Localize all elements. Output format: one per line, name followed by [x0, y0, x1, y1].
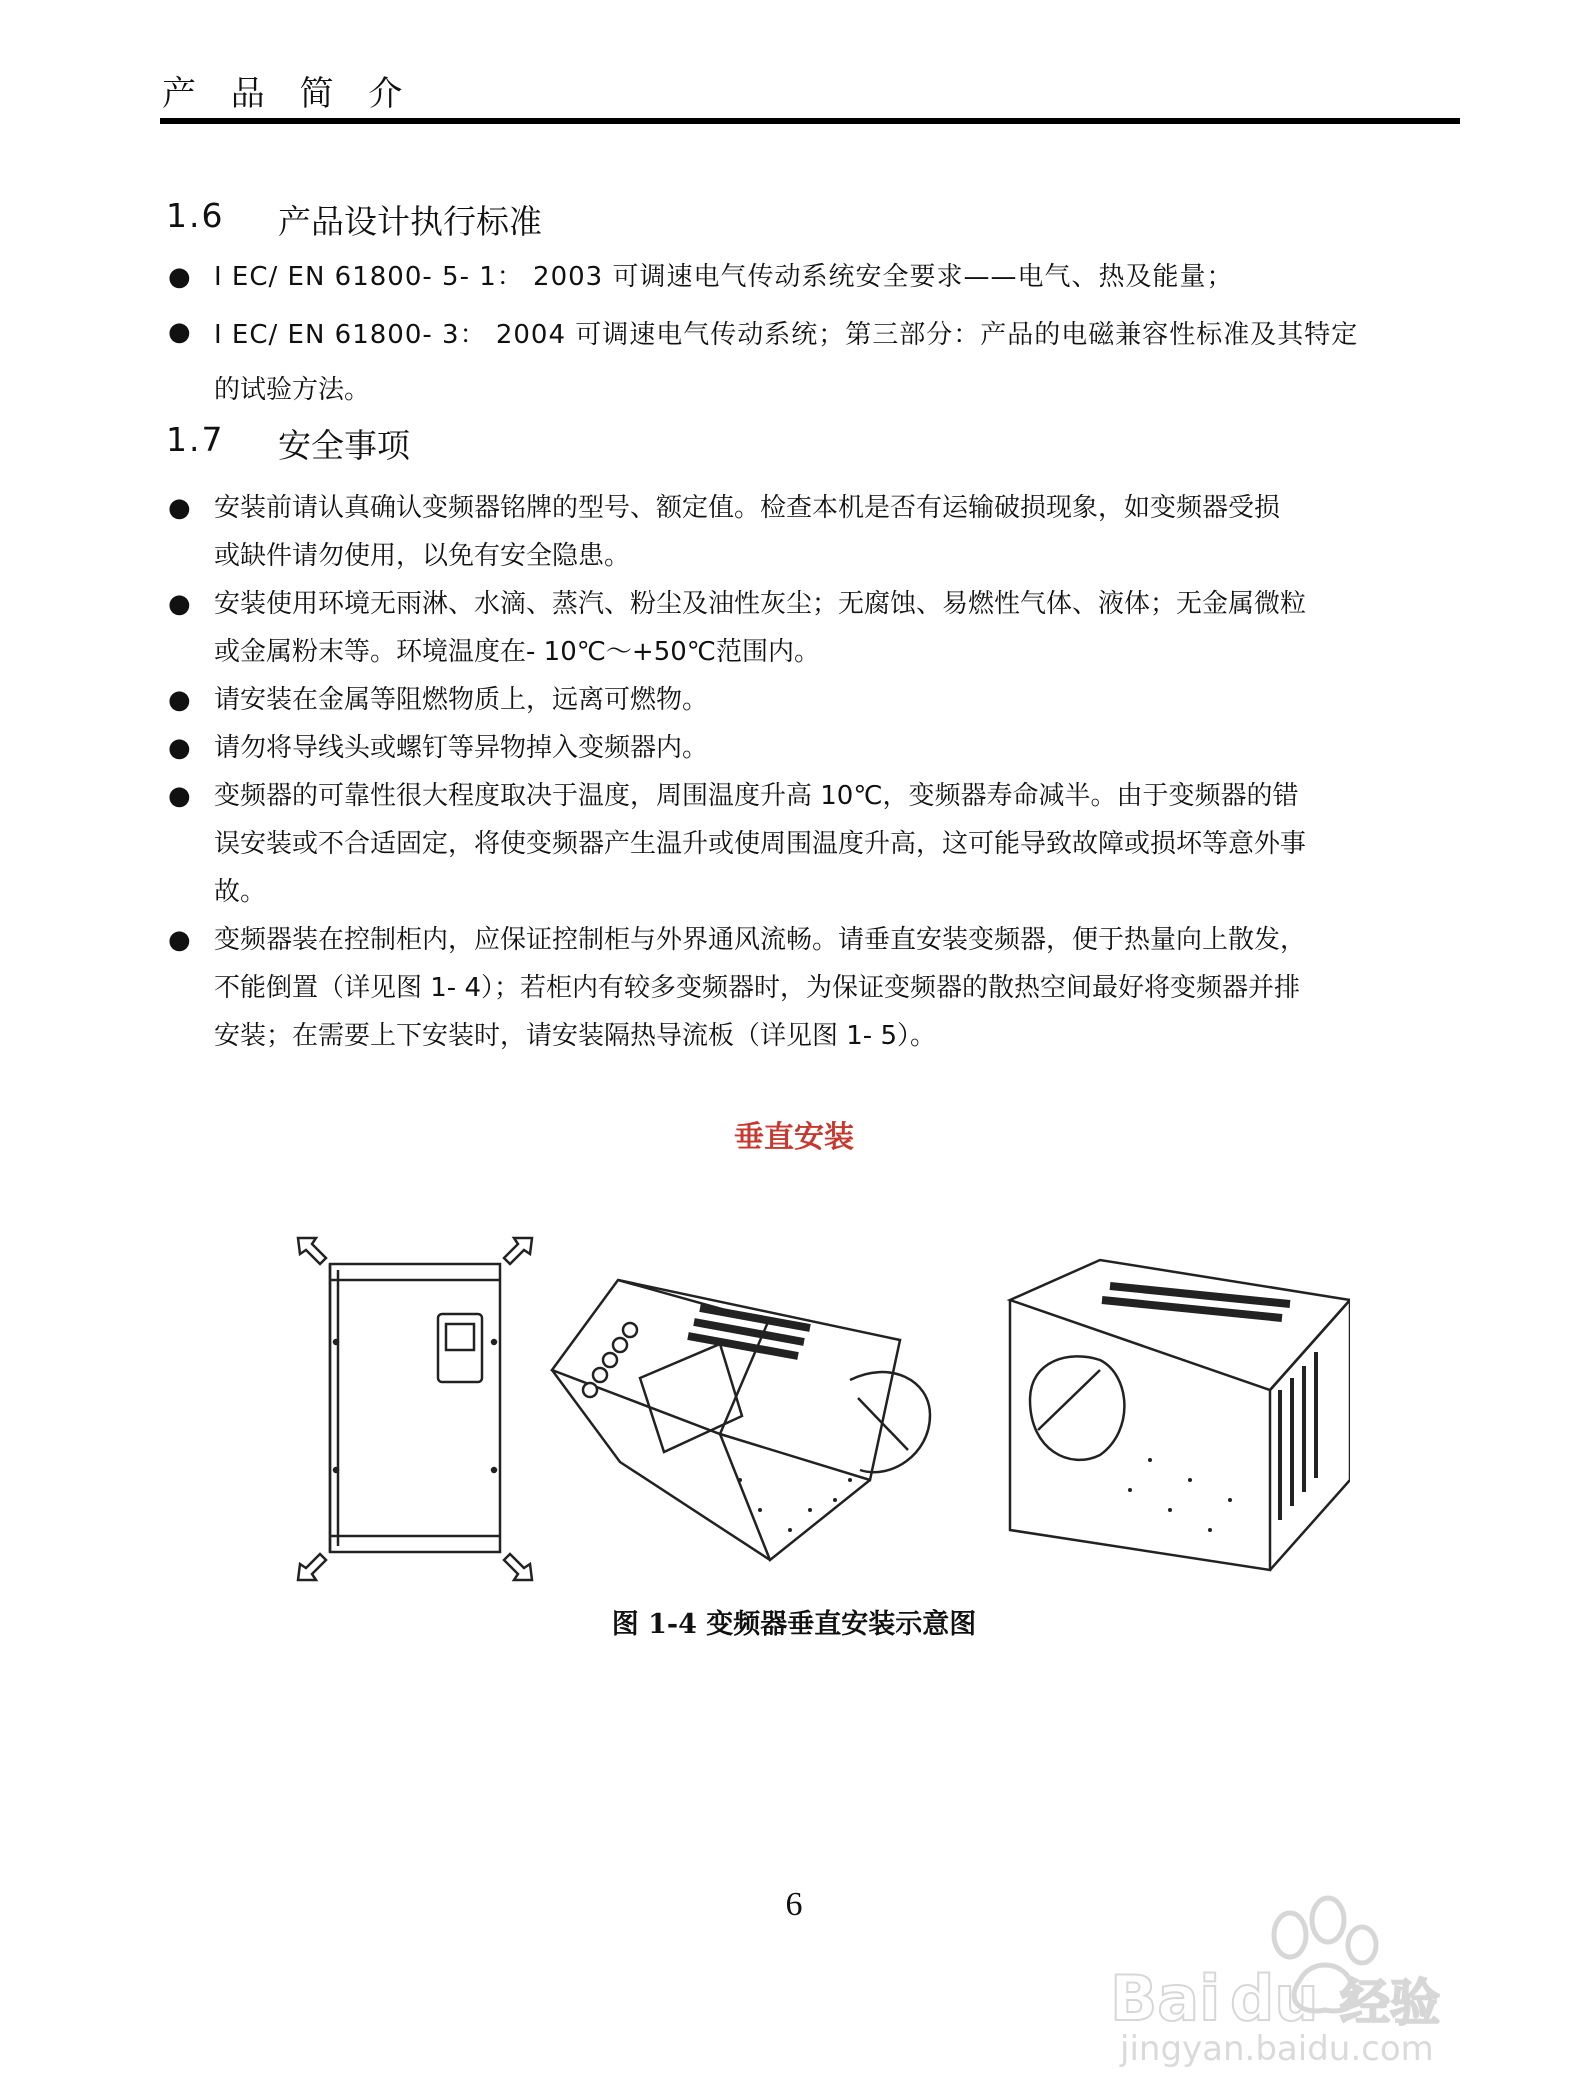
list-item-text: 故。 [214, 877, 267, 907]
list-item-text: 误安装或不合适固定，将使变频器产生温升或使周围温度升高，这可能导致故障或损坏等意外事 [214, 829, 1307, 859]
figure-inverter-vertical-installation [290, 1230, 1350, 1590]
baidu-watermark [1080, 1880, 1500, 2070]
section-number: 1.6 [166, 196, 225, 235]
safety-list [166, 484, 1466, 1060]
list-item-text: 或缺件请勿使用，以免有安全隐患。 [214, 541, 631, 571]
bullet-icon: ● [168, 733, 191, 763]
list-item [166, 724, 1466, 772]
inverter-perspective-view-right [1010, 1260, 1350, 1570]
list-item-text: 不能倒置（详见图 1- 4）；若柜内有较多变频器时，为保证变频器的散热空间最好将变频器并排 [214, 973, 1300, 1003]
bullet-icon: ● [168, 781, 191, 811]
standards-list [166, 253, 1466, 418]
list-item [166, 484, 1466, 580]
bullet-icon: ● [168, 262, 191, 292]
svg-text:jingyan.baidu.com: jingyan.baidu.com [1120, 2029, 1434, 2069]
inverter-illustration [290, 1230, 1350, 1590]
list-item-text: 请安装在金属等阻燃物质上，远离可燃物。 [214, 685, 709, 715]
header-rule [160, 118, 1460, 124]
section-1-6-heading [166, 196, 542, 243]
list-item-text: 请勿将导线头或螺钉等异物掉入变频器内。 [214, 733, 709, 763]
bullet-icon: ● [168, 317, 191, 347]
section-1-7-heading [166, 420, 410, 467]
baidu-paw-logo-icon [1080, 1880, 1500, 2070]
section-title: 产品设计执行标准 [278, 202, 542, 241]
list-item [166, 676, 1466, 724]
inverter-perspective-view-left [552, 1280, 930, 1560]
section-number: 1.7 [166, 420, 225, 459]
list-item-text: 安装使用环境无雨淋、水滴、蒸汽、粉尘及油性灰尘；无腐蚀、易燃性气体、液体；无金属微粒 [214, 589, 1307, 619]
inverter-front-view [298, 1238, 532, 1580]
list-item-text: 或金属粉末等。环境温度在- 10℃～+50℃范围内。 [214, 637, 820, 667]
section-title: 安全事项 [278, 426, 410, 465]
list-item-text: I EC/ EN 61800- 3： 2004 可调速电气传动系统；第三部分：产品的电磁兼容性标准及其特定 [214, 320, 1359, 350]
list-item [166, 772, 1466, 916]
figure-heading: 垂直安装 [734, 1120, 854, 1155]
list-item [166, 308, 1466, 418]
page-number: 6 [785, 1886, 803, 1923]
svg-text:Bai: Bai [1110, 1962, 1221, 2035]
list-item-text: 安装；在需要上下安装时，请安装隔热导流板（详见图 1- 5）。 [214, 1021, 936, 1051]
figure-caption: 图 1-4 变频器垂直安装示意图 [611, 1609, 977, 1640]
bullet-icon: ● [168, 589, 191, 619]
running-header: 产 品 简 介 [162, 74, 415, 114]
svg-text:经验: 经验 [1340, 1974, 1440, 2032]
bullet-icon: ● [168, 685, 191, 715]
list-item [166, 916, 1466, 1060]
list-item-text: I EC/ EN 61800- 5- 1： 2003 可调速电气传动系统安全要求——电气、热及能量； [214, 262, 1234, 292]
list-item-text: 变频器装在控制柜内，应保证控制柜与外界通风流畅。请垂直安装变频器，便于热量向上散发， [214, 925, 1307, 955]
list-item-text: 的试验方法。 [214, 375, 371, 405]
bullet-icon: ● [168, 493, 191, 523]
bullet-icon: ● [168, 925, 191, 955]
list-item [166, 253, 1466, 308]
svg-text:du: du [1230, 1962, 1319, 2035]
list-item [166, 580, 1466, 676]
list-item-text: 变频器的可靠性很大程度取决于温度，周围温度升高 10℃，变频器寿命减半。由于变频器的错 [214, 781, 1299, 811]
list-item-text: 安装前请认真确认变频器铭牌的型号、额定值。检查本机是否有运输破损现象，如变频器受损 [214, 493, 1281, 523]
